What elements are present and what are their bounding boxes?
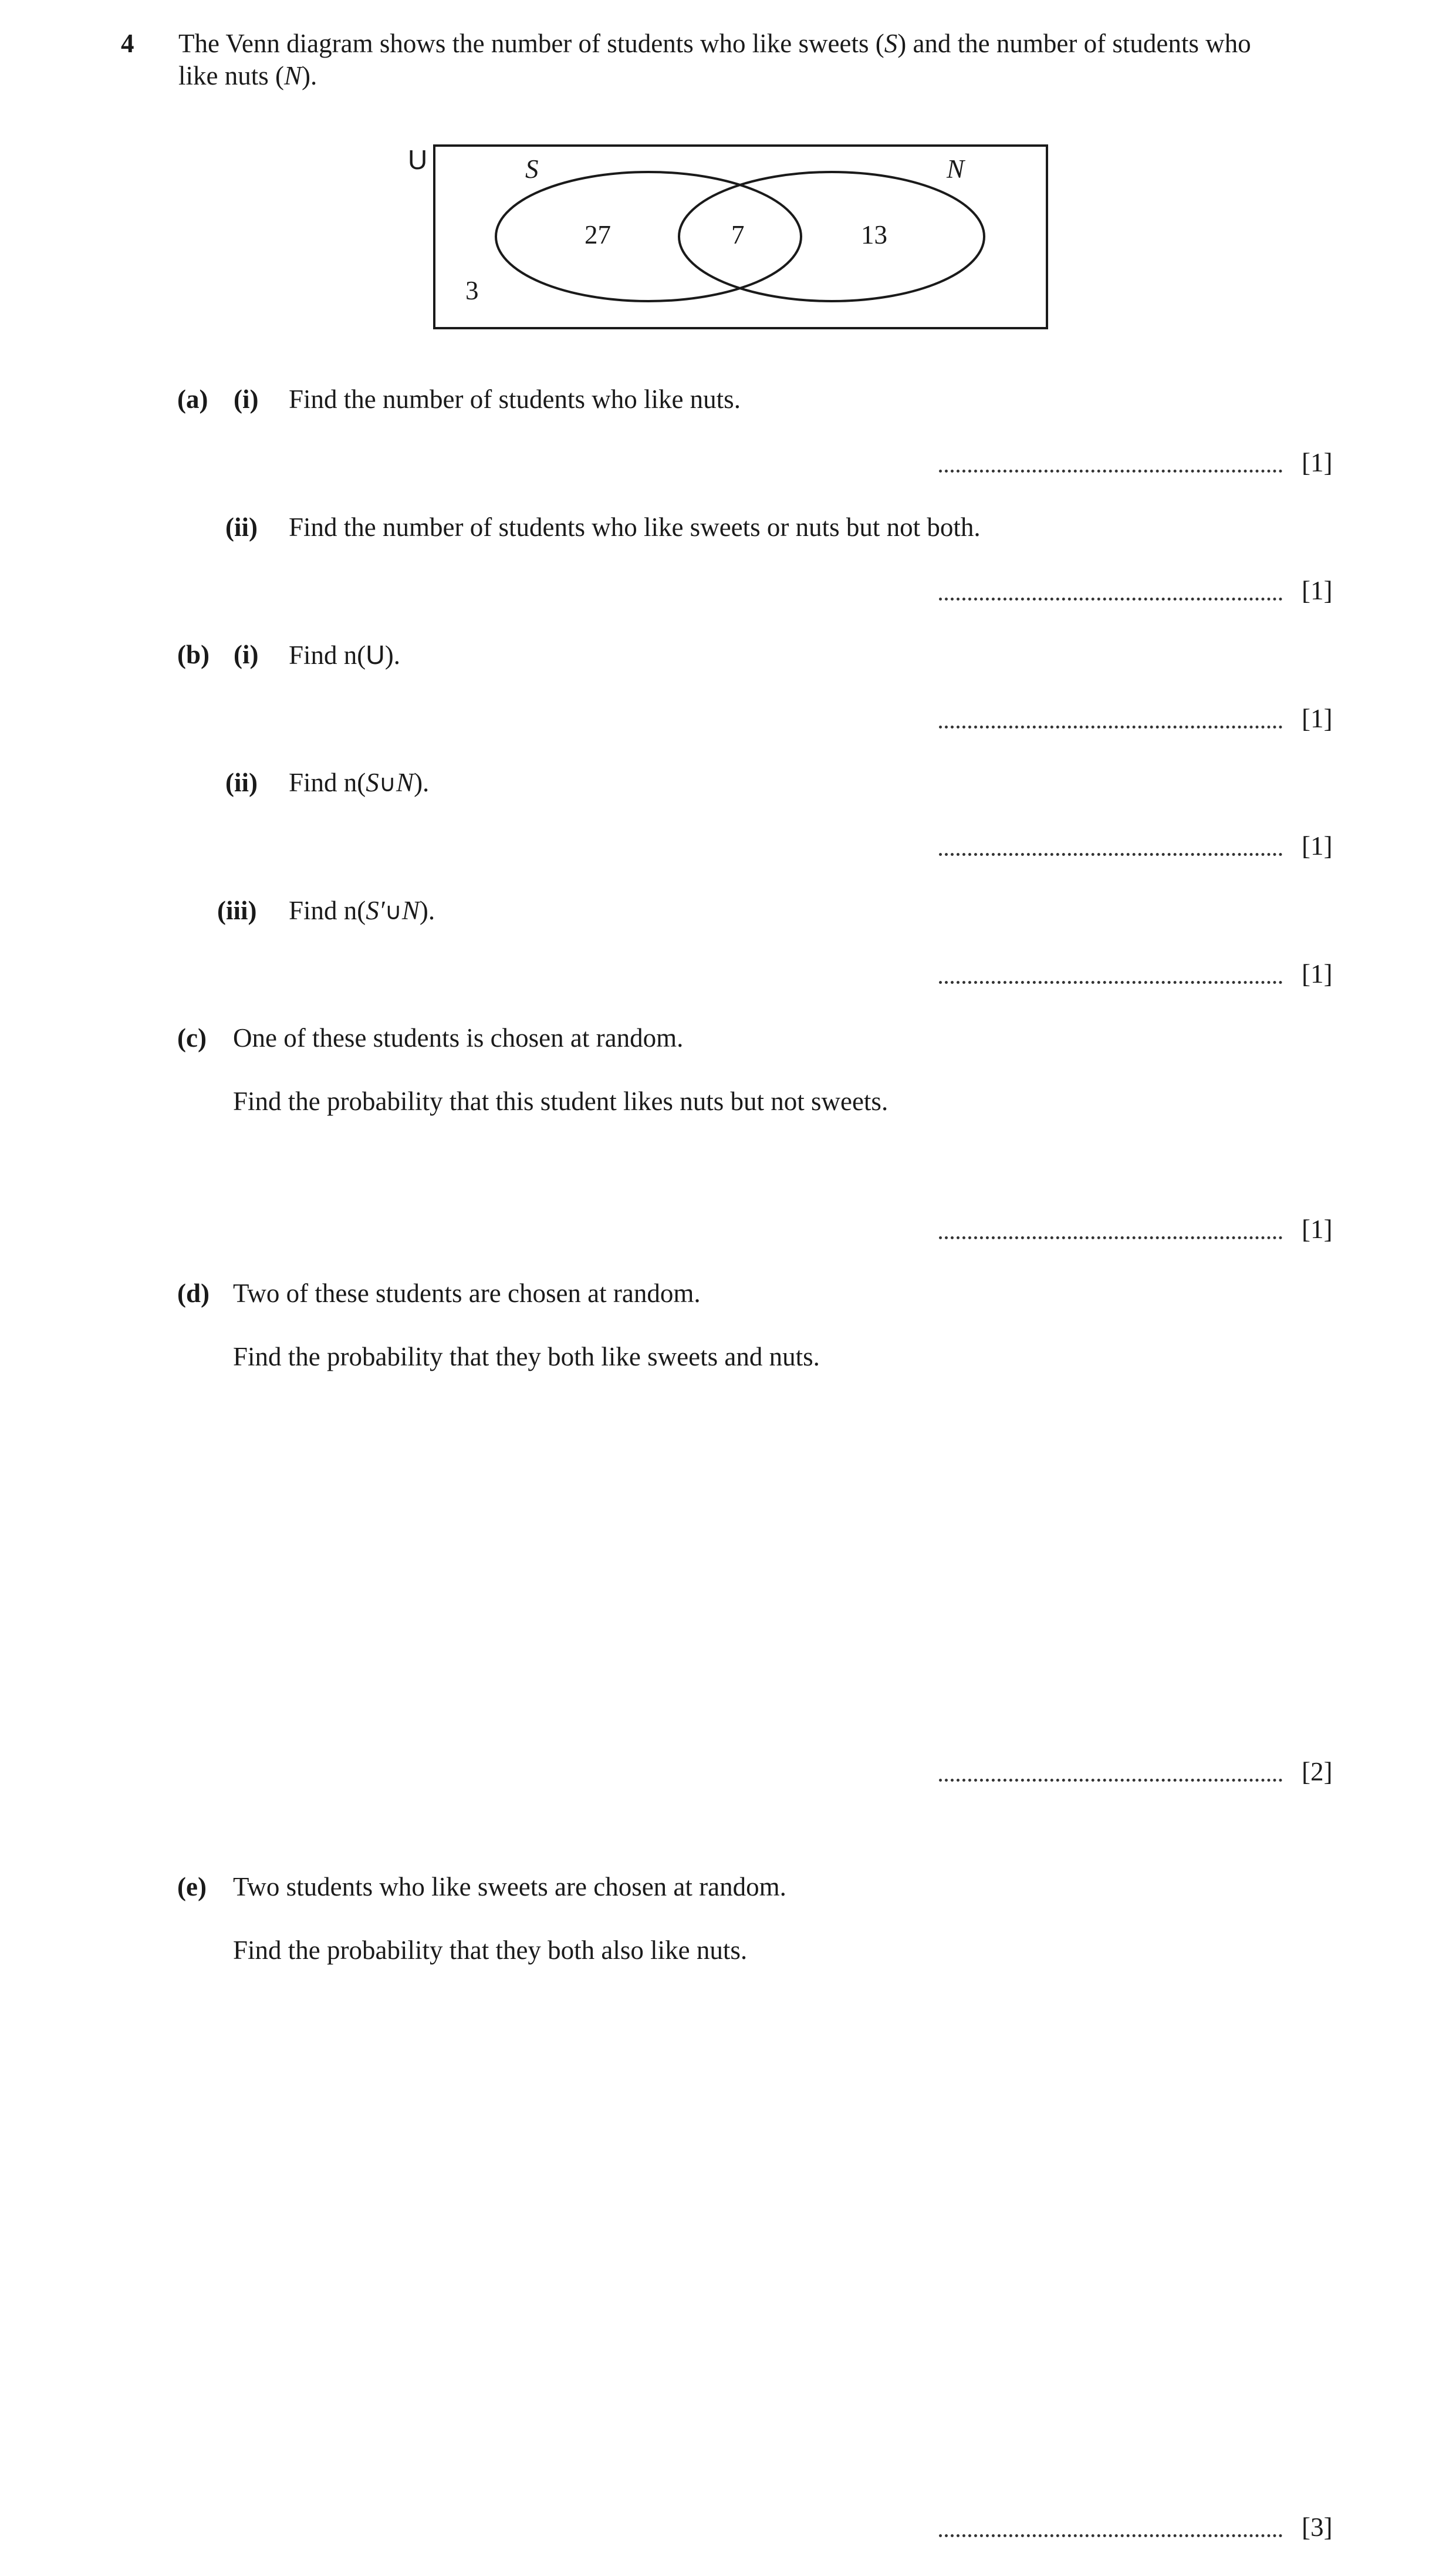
part-b-i-text-post: ).: [384, 640, 401, 670]
answer-line-d[interactable]: [939, 1779, 1282, 1782]
part-b-iii-label: (iii): [217, 896, 257, 925]
part-b-iii-text-pre: Find n(: [289, 896, 366, 925]
region-n-only: 13: [861, 220, 887, 249]
intro-set-s: S: [884, 29, 898, 58]
universal-set-label: U: [408, 144, 428, 175]
part-b-iii-set-s-complement: S′: [366, 896, 385, 925]
part-e-line-1: Two students who like sweets are chosen at random.: [233, 1872, 786, 1901]
set-s-label: S: [525, 154, 539, 184]
part-c-line-1: One of these students is chosen at random.: [233, 1023, 684, 1053]
answer-line-e[interactable]: [939, 2534, 1282, 2537]
part-d-line-2: Find the probability that they both like sweets and nuts.: [233, 1342, 820, 1371]
marks-a-i: [1]: [1302, 448, 1333, 477]
region-s-only: 27: [585, 220, 611, 249]
venn-diagram: [0, 0, 1456, 364]
region-outside: 3: [465, 276, 479, 305]
part-b-iii-set-n: N: [401, 896, 420, 925]
part-d-label: (d): [177, 1279, 210, 1308]
union-symbol: ∪: [384, 899, 402, 925]
marks-b-ii: [1]: [1302, 831, 1333, 861]
part-b-ii-text: [289, 770, 429, 796]
part-b-iii-text: [289, 898, 435, 924]
part-a-label: (a): [177, 385, 208, 414]
region-intersection: 7: [731, 220, 745, 249]
part-d-line-1: Two of these students are chosen at random.: [233, 1279, 701, 1308]
part-b-i-text: [289, 642, 400, 669]
answer-line-b-i[interactable]: [939, 726, 1282, 729]
set-n-ellipse: [679, 172, 984, 301]
part-b-ii-text-pre: Find n(: [289, 768, 366, 797]
marks-b-i: [1]: [1302, 704, 1333, 733]
part-e-label: (e): [177, 1872, 207, 1901]
marks-c: [1]: [1302, 1215, 1333, 1244]
answer-line-a-ii[interactable]: [939, 598, 1282, 601]
part-b-i-text-pre: Find n(: [289, 640, 366, 670]
part-b-label: (b): [177, 640, 210, 669]
intro-line-1: The Venn diagram shows the number of students who like sweets (S) and the number of students who: [178, 29, 1251, 58]
answer-line-b-iii[interactable]: [939, 981, 1282, 984]
part-e-line-2: Find the probability that they both also like nuts.: [233, 1935, 748, 1965]
marks-e: [3]: [1302, 2513, 1333, 2542]
intro-line-2: like nuts (N).: [178, 61, 317, 90]
part-b-ii-label: (ii): [225, 768, 258, 797]
question-number: 4: [121, 29, 134, 58]
answer-line-c[interactable]: [939, 1236, 1282, 1239]
part-c-label: (c): [177, 1023, 207, 1053]
part-a-i-label: (i): [234, 385, 259, 414]
part-a-i-text: Find the number of students who like nuts.: [289, 385, 741, 414]
set-s-ellipse: [496, 172, 801, 301]
intro-set-n: N: [283, 61, 302, 90]
marks-a-ii: [1]: [1302, 576, 1333, 605]
part-b-ii-set-s: S: [366, 768, 379, 797]
part-a-ii-text: Find the number of students who like sweets or nuts but not both.: [289, 512, 981, 542]
part-b-iii-text-post: ).: [419, 896, 435, 925]
universal-set-symbol: U: [366, 640, 385, 670]
part-a-ii-label: (ii): [225, 512, 258, 542]
set-n-label: N: [947, 154, 965, 184]
marks-b-iii: [1]: [1302, 959, 1333, 989]
part-b-ii-text-post: ).: [414, 768, 430, 797]
union-symbol: ∪: [379, 771, 397, 797]
answer-line-b-ii[interactable]: [939, 853, 1282, 856]
part-c-line-2: Find the probability that this student likes nuts but not sweets.: [233, 1087, 889, 1116]
part-b-i-label: (i): [234, 640, 259, 669]
answer-line-a-i[interactable]: [939, 470, 1282, 473]
marks-d: [2]: [1302, 1757, 1333, 1786]
part-b-ii-set-n: N: [396, 768, 414, 797]
